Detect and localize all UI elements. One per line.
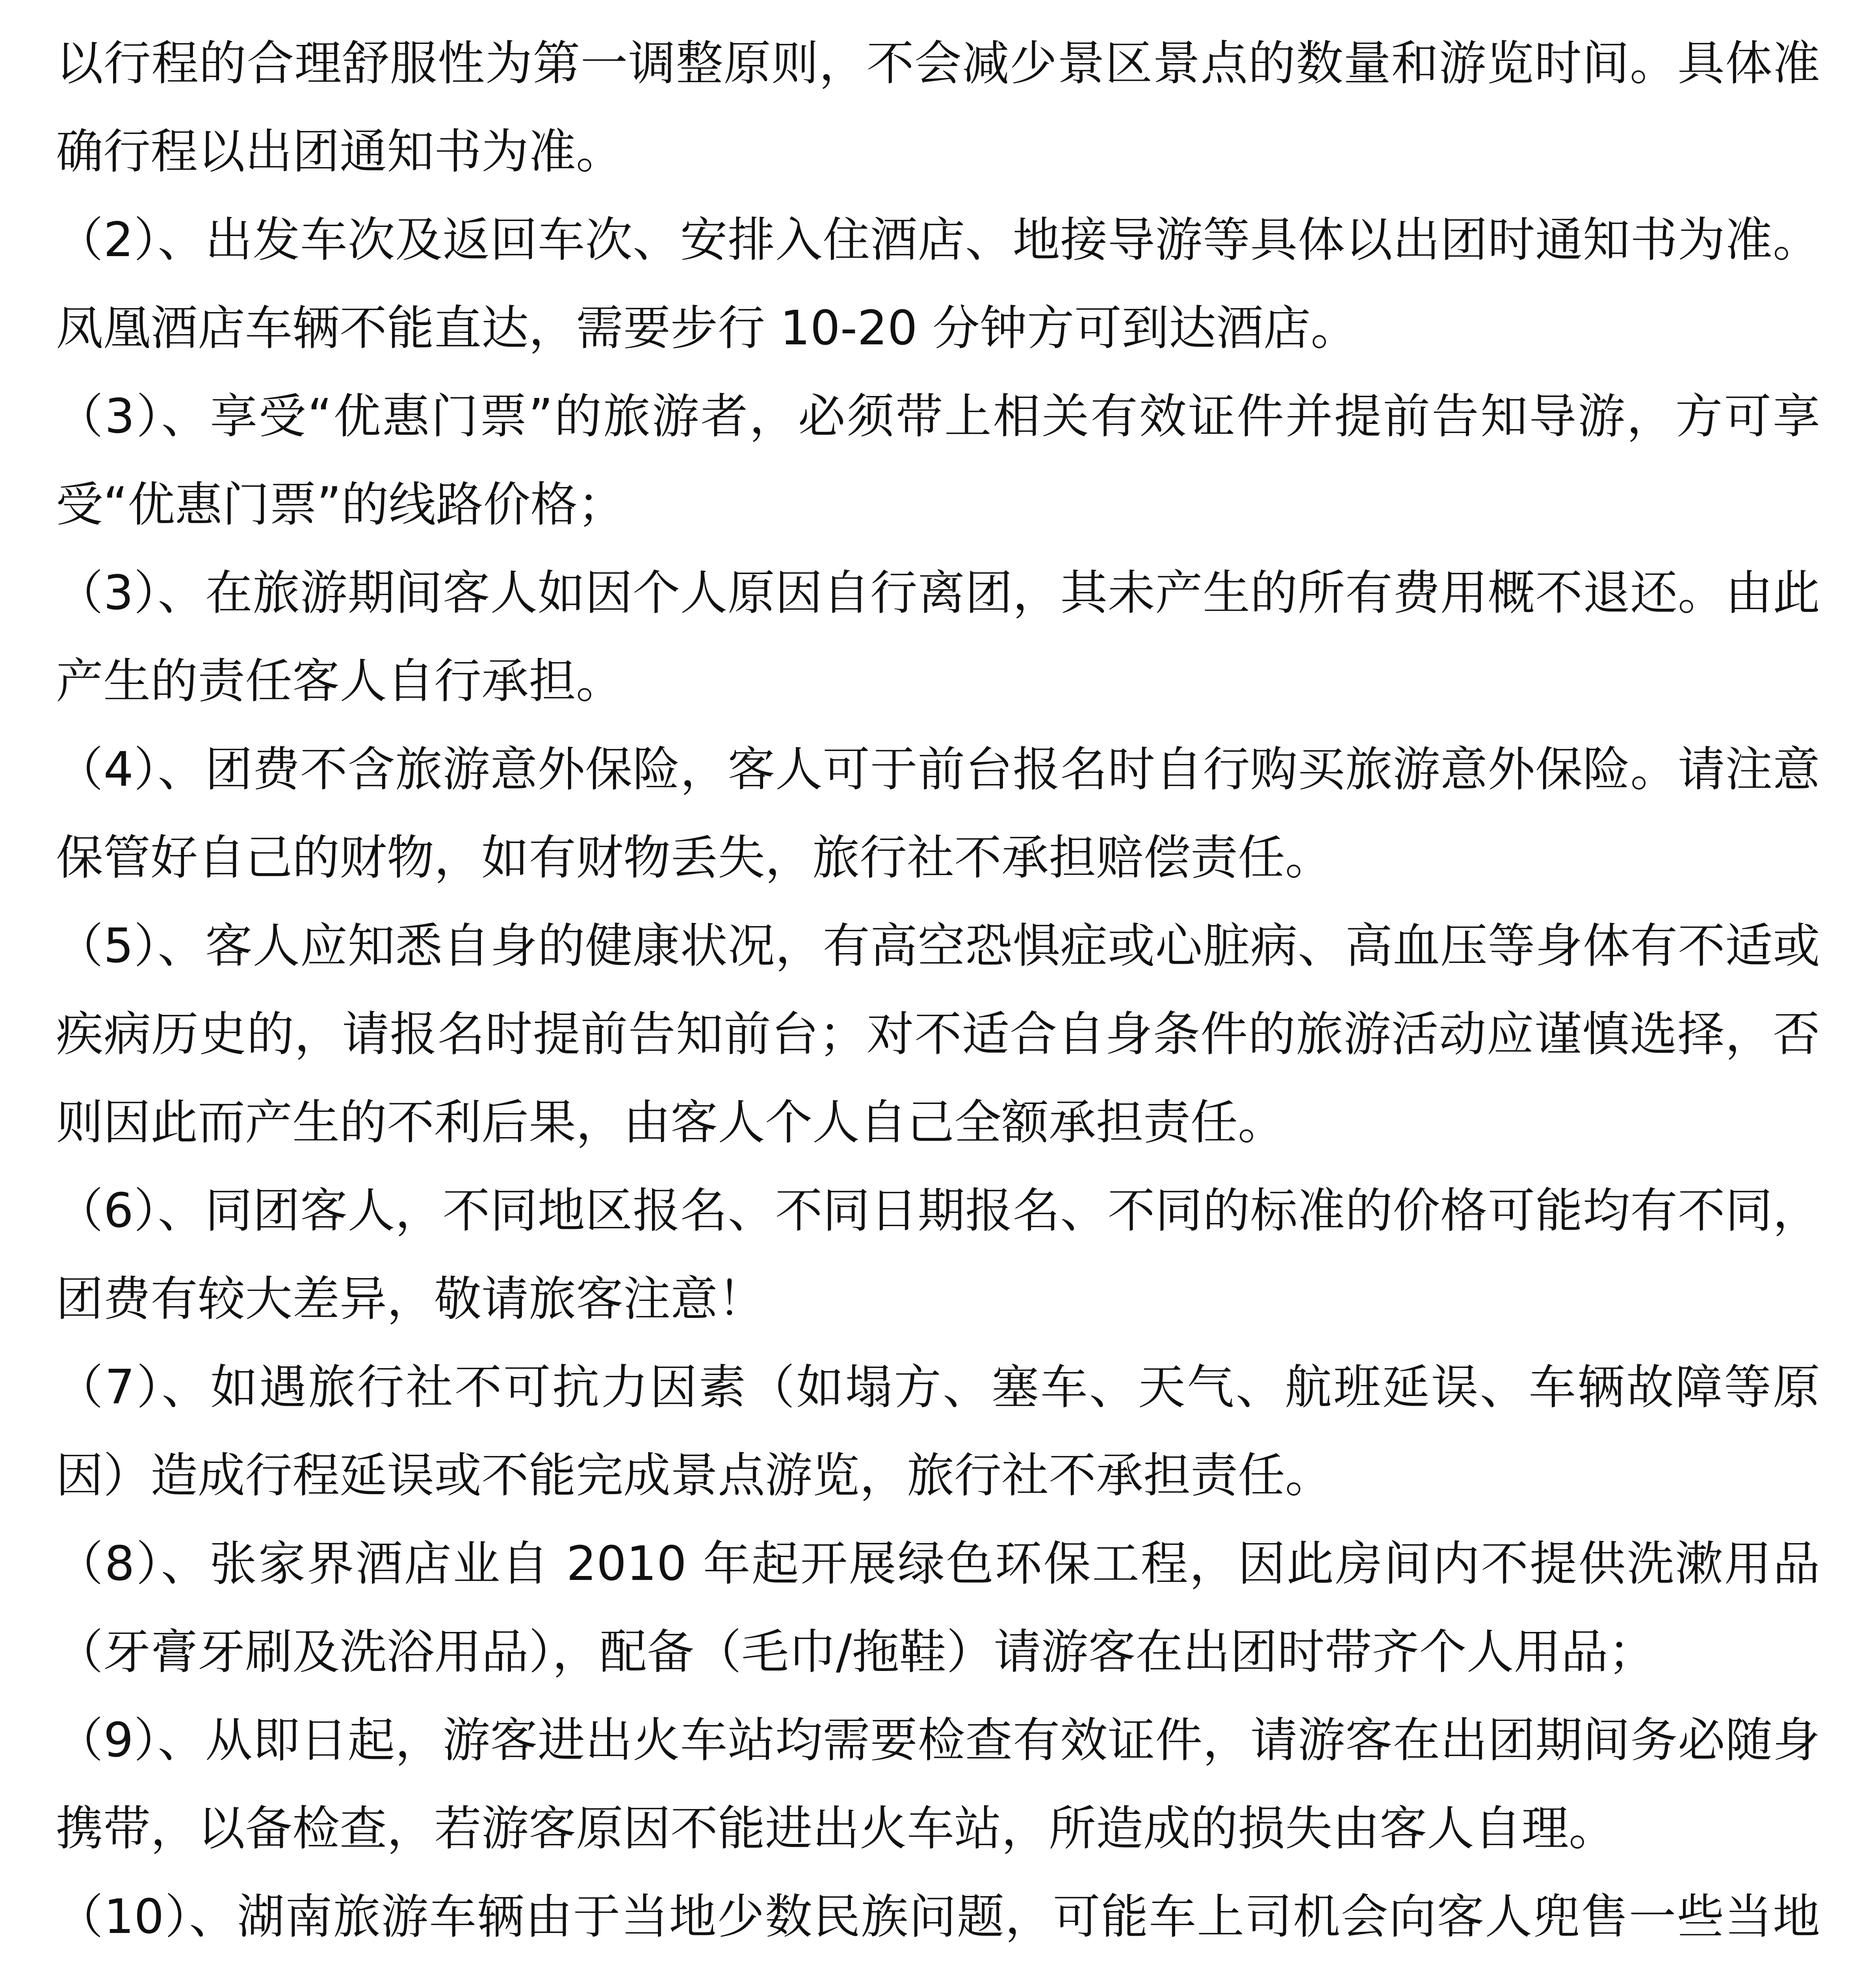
paragraph-item-3b: （3）、在旅游期间客人如因个人原因自行离团，其未产生的所有费用概不退还。由此产生的责任客人自行承担。 <box>56 566 1820 709</box>
paragraph-item-3a: （3）、享受“优惠门票”的旅游者，必须带上相关有效证件并提前告知导游，方可享受“优惠门票”的线路价格； <box>56 389 1820 532</box>
paragraph-itinerary-principle: 以行程的合理舒服性为第一调整原则，不会减少景区景点的数量和游览时间。具体准确行程以出团通知书为准。 <box>56 36 1820 179</box>
paragraph-item-8: （8）、张家界酒店业自 2010 年起开展绿色环保工程，因此房间内不提供洗漱用品（牙膏牙刷及洗浴用品），配备（毛巾/拖鞋）请游客在出团时带齐个人用品； <box>56 1537 1820 1680</box>
paragraph-item-5: （5）、客人应知悉自身的健康状况，有高空恐惧症或心脏病、高血压等身体有不适或疾病历史的，请报名时提前告知前台；对不适合自身条件的旅游活动应谨慎选择，否则因此而产生的不利后果，由客人个人自己全额承担责任。 <box>56 919 1820 1150</box>
paragraph-item-10: （10）、湖南旅游车辆由于当地少数民族问题，可能车上司机会向客人兜售一些当地 <box>56 1890 1820 1944</box>
paragraph-item-6: （6）、同团客人，不同地区报名、不同日期报名、不同的标准的价格可能均有不同，团费有较大差异，敬请旅客注意！ <box>56 1184 1820 1327</box>
paragraph-item-7: （7）、如遇旅行社不可抗力因素（如塌方、塞车、天气、航班延误、车辆故障等原因）造成行程延误或不能完成景点游览，旅行社不承担责任。 <box>56 1360 1820 1503</box>
paragraph-item-9: （9）、从即日起，游客进出火车站均需要检查有效证件，请游客在出团期间务必随身携带，以备检查，若游客原因不能进出火车站，所造成的损失由客人自理。 <box>56 1713 1820 1856</box>
document-page <box>56 20 1820 1970</box>
paragraph-item-4: （4）、团费不含旅游意外保险，客人可于前台报名时自行购买旅游意外保险。请注意保管好自己的财物，如有财物丢失，旅行社不承担赔偿责任。 <box>56 742 1820 885</box>
paragraph-item-2: （2）、出发车次及返回车次、安排入住酒店、地接导游等具体以出团时通知书为准。凤凰酒店车辆不能直达，需要步行 10-20 分钟方可到达酒店。 <box>56 213 1820 356</box>
